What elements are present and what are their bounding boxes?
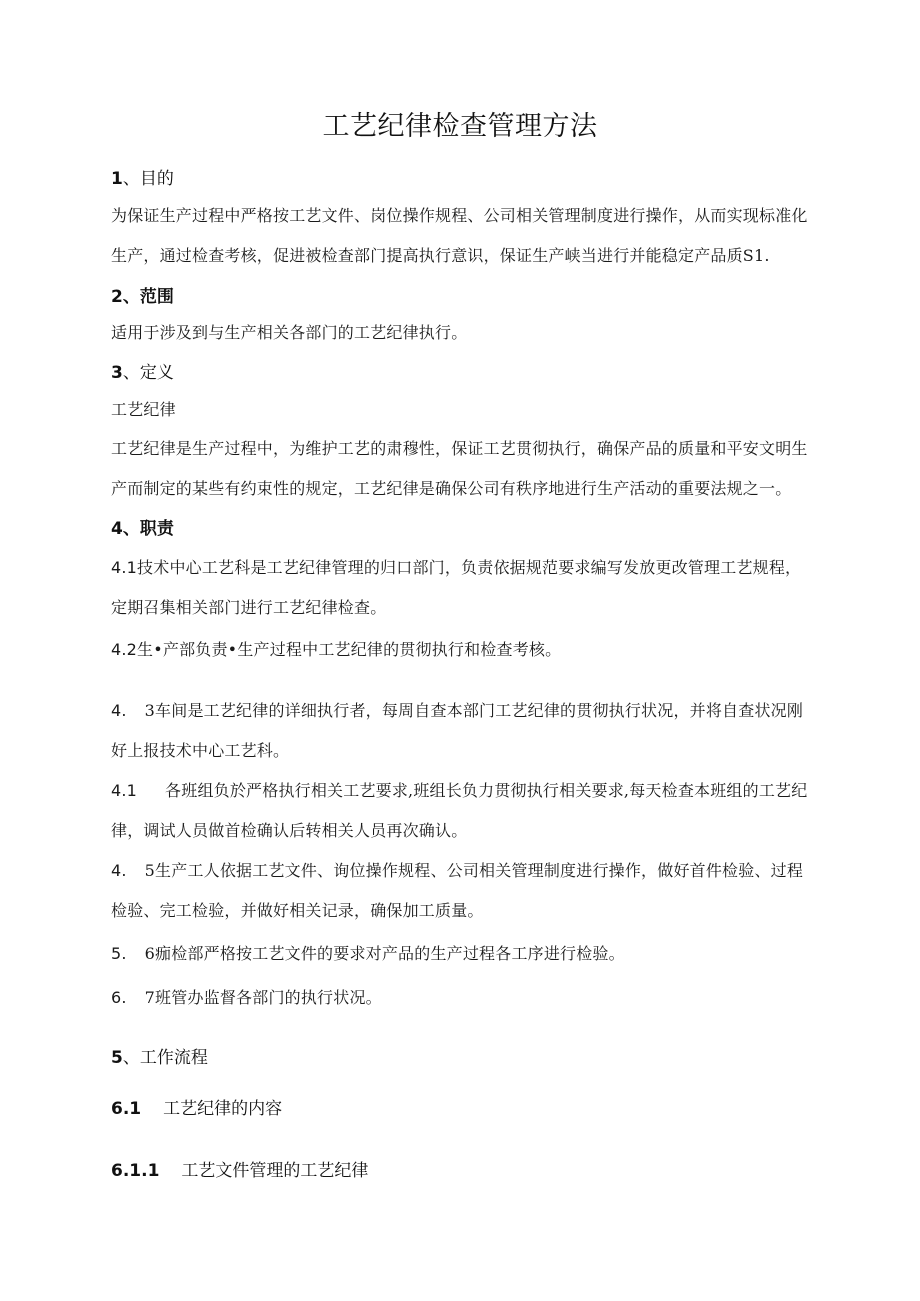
clause-number: 6. [111,988,127,1007]
section-title: 、目的 [122,169,174,189]
section-number: 2 [111,287,123,307]
section-title: 、范围 [122,287,174,307]
section-3-line-1: 工艺纪律是生产过程中，为维护工艺的肃穆性，保证工艺贯彻执行，确保产品的质量和平安文明生 [111,439,808,458]
section-1-line-2: 生产，通过检查考核，促进被检查部门提高执行意识，保证生产峡当进行并能稳定产品质S1. [111,246,770,265]
section-6-1-heading [111,1094,282,1119]
clause-number: 4. [111,861,127,880]
clause-text: 5生产工人依据工艺文件、询位操作规程、公司相关管理制度进行操作，做好首件检验、过程 [144,861,804,880]
section-2-heading [111,282,174,307]
document-title: 工艺纪律检查管理方法 [322,111,598,142]
clause-number: 4. [111,701,127,720]
section-title: 、定义 [122,363,174,383]
section-number: 4 [111,519,123,539]
clause-4-1-line-1 [111,555,841,578]
section-1-line-1: 为保证生产过程中严格按工艺文件、岗位操作规程、公司相关管理制度进行操作，从而实现标准化 [111,206,808,225]
section-title: 、工作流程 [122,1048,208,1068]
clause-4-6-line-1 [111,941,841,964]
clause-4-2-line-1 [111,637,841,660]
clause-text: 3车间是工艺纪律的详细执行者，每周自查本部门工艺纪律的贯彻执行状况，并将自查状况刚 [144,701,804,720]
clause-4-3-line-2: 好上报技术中心工艺科。 [111,741,290,760]
section-number: 1 [111,169,123,189]
section-3-heading [111,358,174,383]
clause-4-4-line-2: 律，调试人员做首检确认后转相关人员再次确认。 [111,821,468,840]
clause-4-1-line-2: 定期召集相关部门进行工艺纪律检查。 [111,598,387,617]
clause-text: 7班管办监督各部门的执行状况。 [144,988,382,1007]
section-3-term: 工艺纪律 [111,400,176,419]
clause-number: 5. [111,944,127,963]
clause-text: 各班组负於严格执行相关工艺要求,班组长负力贯彻执行相关要求,每天检查本班组的工艺纪 [165,781,808,800]
clause-4-7-line-1 [111,985,841,1008]
clause-number: 4.2 [111,640,138,659]
clause-number: 4.1 [111,781,138,800]
section-6-1-1-heading [111,1156,368,1181]
clause-text: 6痂检部严格按工艺文件的要求对产品的生产过程各工序进行检验。 [144,944,625,963]
section-1-heading [111,164,174,189]
section-3-line-2: 产而制定的某些有约束性的规定，工艺纪律是确保公司有秩序地进行生产活动的重要法规之一。 [111,479,792,498]
section-2-line-1: 适用于涉及到与生产相关各部门的工艺纪律执行。 [111,323,468,342]
section-title: 、职责 [122,519,174,539]
section-number: 6.1 [111,1099,142,1119]
clause-number: 4.1 [111,558,138,577]
clause-4-5-line-1 [111,858,841,881]
clause-4-5-line-2: 检验、完工检验，并做好相关记录，确保加工质量。 [111,901,484,920]
section-5-heading [111,1043,208,1068]
section-title: 工艺纪律的内容 [163,1099,283,1119]
section-number: 3 [111,363,123,383]
clause-text: 生•产部负责•生产过程中工艺纪律的贯彻执行和检查考核。 [137,640,562,659]
clause-text: 技术中心工艺科是工艺纪律管理的归口部门，负责依据规范要求编写发放更改管理工艺规程， [137,558,802,577]
section-number: 5 [111,1048,123,1068]
clause-4-4-line-1 [111,778,841,801]
section-number: 6.1.1 [111,1161,160,1181]
clause-4-3-line-1 [111,698,841,721]
section-4-heading [111,514,174,539]
section-title: 工艺文件管理的工艺纪律 [181,1161,369,1181]
